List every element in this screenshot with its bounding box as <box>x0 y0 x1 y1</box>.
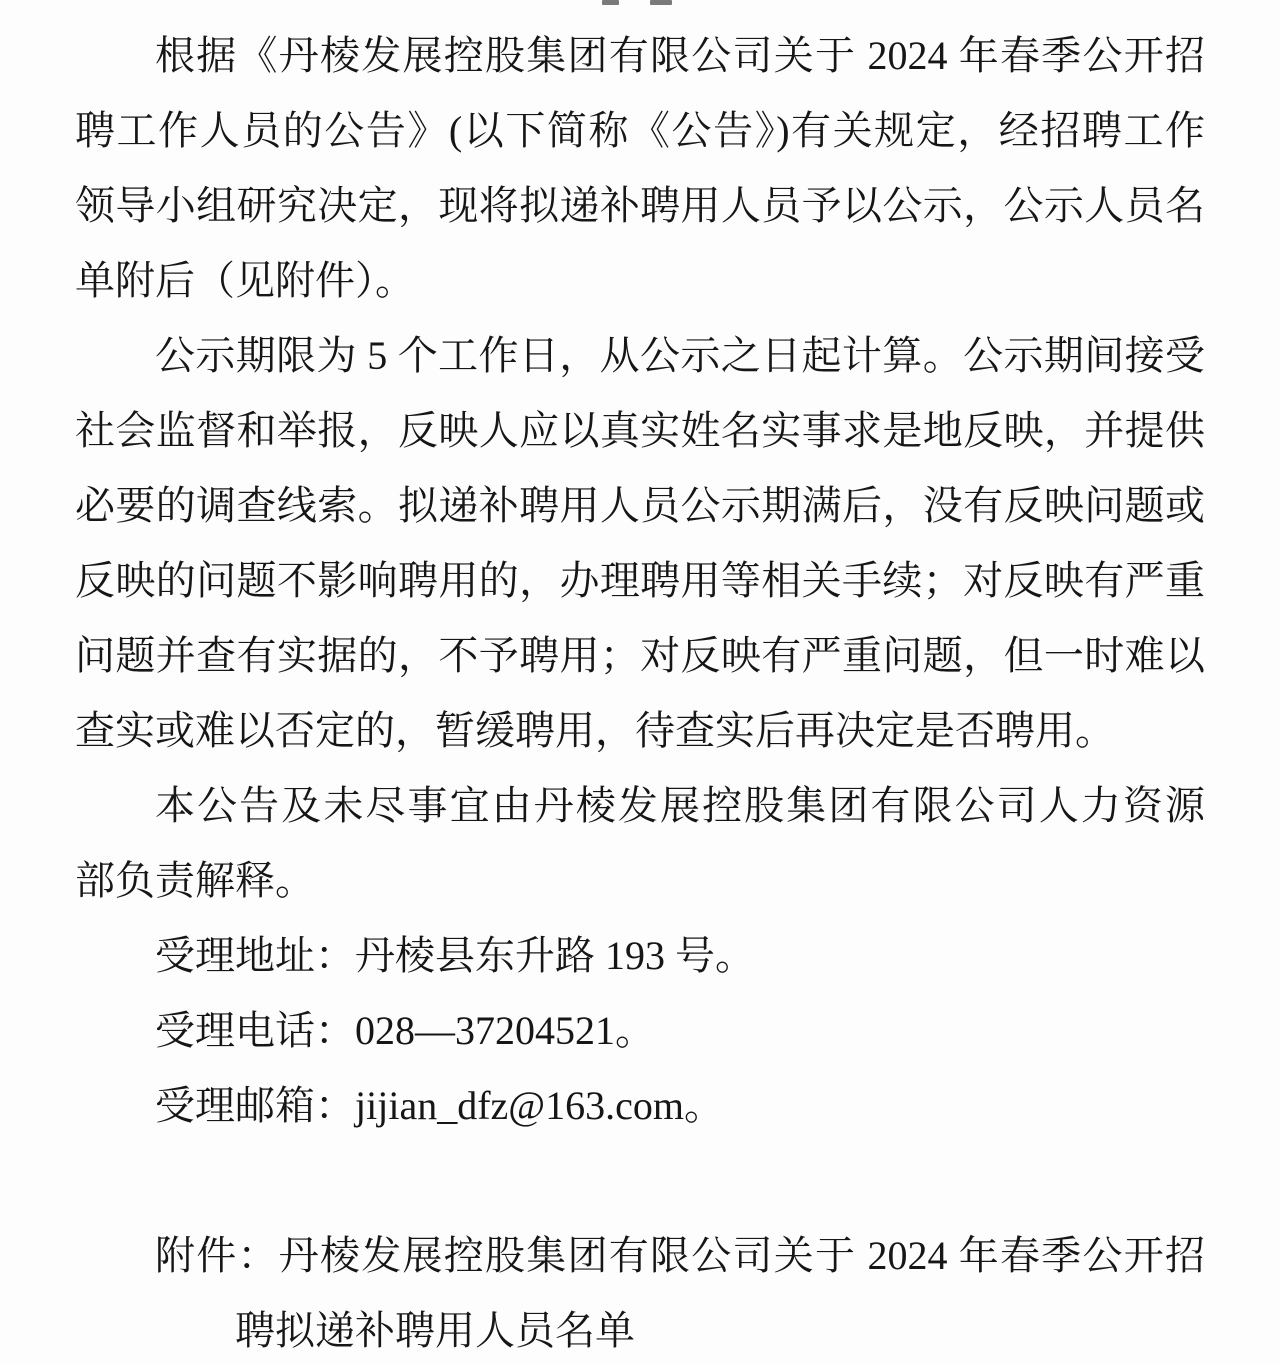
clipped-text-fragment <box>0 0 1280 6</box>
paragraph2-line3: 必要的调查线索。拟递补聘用人员公示期满后，没有反映问题或 <box>75 483 1205 528</box>
attachment-line2: 聘拟递补聘用人员名单 <box>235 1308 635 1353</box>
contact-email-line: 受理邮箱：jijian_dfz@163.com。 <box>155 1083 724 1128</box>
paragraph2-line4: 反映的问题不影响聘用的，办理聘用等相关手续；对反映有严重 <box>75 558 1205 603</box>
paragraph2-line6: 查实或难以否定的，暂缓聘用，待查实后再决定是否聘用。 <box>75 708 1115 753</box>
paragraph2-line2: 社会监督和举报，反映人应以真实姓名实事求是地反映，并提供 <box>75 408 1205 453</box>
contact-address-line: 受理地址：丹棱县东升路 193 号。 <box>155 933 755 978</box>
paragraph1-line1: 根据《丹棱发展控股集团有限公司关于 2024 年春季公开招 <box>155 33 1205 78</box>
clipped-character-mark <box>650 0 672 5</box>
paragraph1-line4: 单附后（见附件）。 <box>75 258 415 303</box>
paragraph2-line5: 问题并查有实据的，不予聘用；对反映有严重问题，但一时难以 <box>75 633 1205 678</box>
paragraph1-line2: 聘工作人员的公告》(以下简称《公告》)有关规定，经招聘工作 <box>75 108 1205 153</box>
attachment-line1: 附件：丹棱发展控股集团有限公司关于 2024 年春季公开招 <box>155 1233 1205 1278</box>
paragraph3-line1: 本公告及未尽事宜由丹棱发展控股集团有限公司人力资源 <box>155 783 1205 828</box>
paragraph2-line1: 公示期限为 5 个工作日，从公示之日起计算。公示期间接受 <box>155 333 1205 378</box>
contact-phone-line: 受理电话：028—37204521。 <box>155 1008 655 1053</box>
paragraph3-line2: 部负责解释。 <box>75 858 315 903</box>
clipped-character-mark <box>602 0 619 5</box>
document-body <box>0 18 1280 1364</box>
paragraph1-line3: 领导小组研究决定，现将拟递补聘用人员予以公示，公示人员名 <box>75 183 1205 228</box>
